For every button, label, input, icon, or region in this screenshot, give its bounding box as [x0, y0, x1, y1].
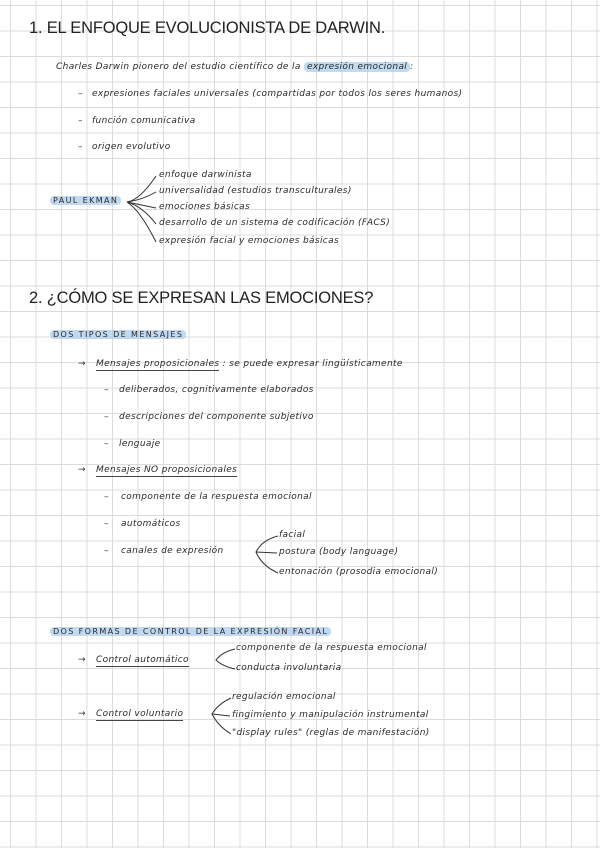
ekman-branch: desarrollo de un sistema de codificación (FACS): [159, 218, 391, 228]
dash-bullet: –: [104, 385, 109, 395]
vol-brace: [212, 714, 230, 716]
vol-brace: [212, 698, 231, 734]
section1-title: 1. EL ENFOQUE EVOLUCIONISTA DE DARWIN.: [29, 19, 386, 37]
section2-title: 2. ¿CÓMO SE EXPRESAN LAS EMOCIONES?: [29, 289, 374, 307]
list-item: descripciones del componente subjetivo: [119, 412, 314, 422]
arrow-bullet: →: [78, 709, 86, 719]
canales-branch: facial: [279, 530, 306, 540]
auto-branch: conducta involuntaria: [236, 663, 342, 673]
arrow-bullet: →: [78, 465, 86, 475]
list-item: deliberados, cognitivamente elaborados: [119, 385, 314, 395]
list-item: automáticos: [121, 519, 181, 529]
control-label: DOS FORMAS DE CONTROL DE LA EXPRESIÓN FACIAL: [50, 627, 331, 637]
list-item: función comunicativa: [92, 116, 196, 126]
intro-rest: pionero del estudio científico de la: [132, 62, 301, 72]
vol-branch: "display rules" (reglas de manifestación): [232, 728, 430, 738]
list-item: componente de la respuesta emocional: [121, 492, 312, 502]
noprop-head: Mensajes NO proposicionales: [96, 465, 238, 475]
list-item: canales de expresión: [121, 546, 224, 556]
vol-branch: fingimiento y manipulación instrumental: [232, 710, 429, 720]
dash-bullet: –: [104, 412, 109, 422]
auto-branch: componente de la respuesta emocional: [236, 643, 427, 653]
list-item: expresiones faciales universales (compartidas por todos los seres humanos): [92, 89, 463, 99]
dash-bullet: –: [104, 519, 109, 529]
ekman-connector: [127, 202, 156, 208]
dash-bullet: –: [104, 546, 109, 556]
arrow-bullet: →: [78, 655, 86, 665]
auto-brace: [216, 649, 235, 669]
list-item: lenguaje: [119, 439, 161, 449]
vol-head: Control voluntario: [96, 709, 184, 719]
canales-brace: [256, 536, 278, 573]
intro-end: :: [410, 62, 414, 72]
tipos-label: DOS TIPOS DE MENSAJES: [50, 330, 186, 340]
dash-bullet: –: [78, 89, 83, 99]
dash-bullet: –: [78, 116, 83, 126]
auto-head: Control automático: [96, 655, 189, 665]
ekman-connector: [127, 202, 156, 242]
ekman-connector: [127, 176, 156, 202]
intro-highlight: expresión emocional: [304, 62, 410, 72]
arrow-bullet: →: [78, 359, 86, 369]
intro-line: [56, 62, 414, 72]
canales-brace: [256, 552, 277, 553]
ekman-branch: universalidad (estudios transculturales): [159, 186, 352, 196]
canales-branch: postura (body language): [279, 547, 399, 557]
list-item: origen evolutivo: [92, 142, 171, 152]
vol-branch: regulación emocional: [232, 692, 336, 702]
ekman-branch: expresión facial y emociones básicas: [159, 236, 339, 246]
ekman-label: PAUL EKMAN: [50, 196, 121, 206]
ekman-connector: [127, 192, 156, 202]
dash-bullet: –: [104, 439, 109, 449]
dash-bullet: –: [104, 492, 109, 502]
prop-line: Mensajes proposicionales : se puede expresar lingüísticamente: [96, 359, 403, 369]
ekman-connector: [127, 202, 156, 224]
intro-name: Charles Darwin: [56, 62, 130, 72]
ekman-branch: enfoque darwinista: [159, 170, 252, 180]
canales-branch: entonación (prosodia emocional): [279, 567, 439, 577]
ekman-branch: emociones básicas: [159, 202, 251, 212]
dash-bullet: –: [78, 142, 83, 152]
